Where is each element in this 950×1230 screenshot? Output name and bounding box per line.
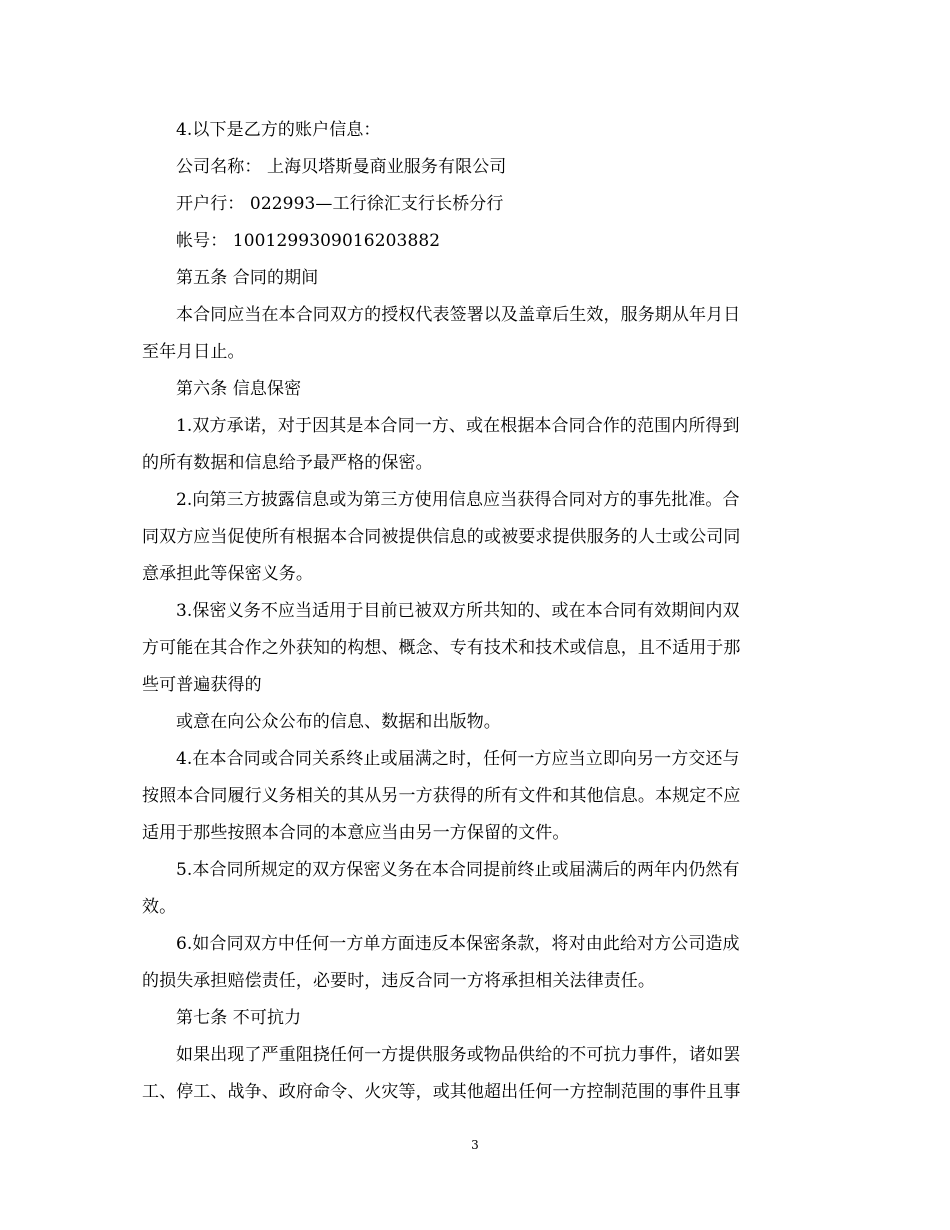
text-line: 帐号： 1001299309016203882 [176,231,441,251]
text-line: 2.向第三方披露信息或为第三方使用信息应当获得合同对方的事先批准。合 [176,490,740,510]
text-line: 4.以下是乙方的账户信息： [176,120,381,140]
text-line: 按照本合同履行义务相关的其从另一方获得的所有文件和其他信息。本规定不应 [142,786,741,806]
text-line: 公司名称： 上海贝塔斯曼商业服务有限公司 [176,157,507,177]
text-line: 如果出现了严重阻挠任何一方提供服务或物品供给的不可抗力事件，诸如罢 [176,1045,741,1065]
text-line: 方可能在其合作之外获知的构想、概念、专有技术和技术或信息，且不适用于那 [142,638,741,658]
text-line: 或意在向公众公布的信息、数据和出版物。 [176,712,501,732]
text-line: 至年月日止。 [142,342,245,362]
text-line: 5.本合同所规定的双方保密义务在本合同提前终止或届满后的两年内仍然有 [176,860,740,880]
text-line: 第六条 信息保密 [176,379,302,399]
text-line: 的损失承担赔偿责任，必要时，违反合同一方将承担相关法律责任。 [142,971,655,991]
text-line: 适用于那些按照本合同的本意应当由另一方保留的文件。 [142,823,570,843]
text-line: 6.如合同双方中任何一方单方面违反本保密条款，将对由此给对方公司造成 [176,934,740,954]
text-line: 第七条 不可抗力 [176,1008,302,1028]
text-line: 工、停工、战争、政府命令、火灾等，或其他超出任何一方控制范围的事件且事 [142,1082,741,1102]
text-line: 开户行： 022993—工行徐汇支行长桥分行 [176,194,504,214]
text-line: 意承担此等保密义务。 [142,564,313,584]
page-number: 3 [471,1138,479,1152]
text-line: 4.在本合同或合同关系终止或届满之时，任何一方应当立即向另一方交还与 [176,749,740,769]
text-line: 效。 [142,897,177,917]
text-line: 些可普遍获得的 [142,675,262,695]
document-body [142,116,802,1115]
text-line: 本合同应当在本合同双方的授权代表签署以及盖章后生效，服务期从年月日 [176,305,741,325]
text-line: 1.双方承诺，对于因其是本合同一方、或在根据本合同合作的范围内所得到 [176,416,740,436]
text-line: 3.保密义务不应当适用于目前已被双方所共知的、或在本合同有效期间内双 [176,601,740,621]
text-line: 第五条 合同的期间 [176,268,319,288]
text-line: 同双方应当促使所有根据本合同被提供信息的或被要求提供服务的人士或公司同 [142,527,741,547]
text-line: 的所有数据和信息给予最严格的保密。 [142,453,433,473]
